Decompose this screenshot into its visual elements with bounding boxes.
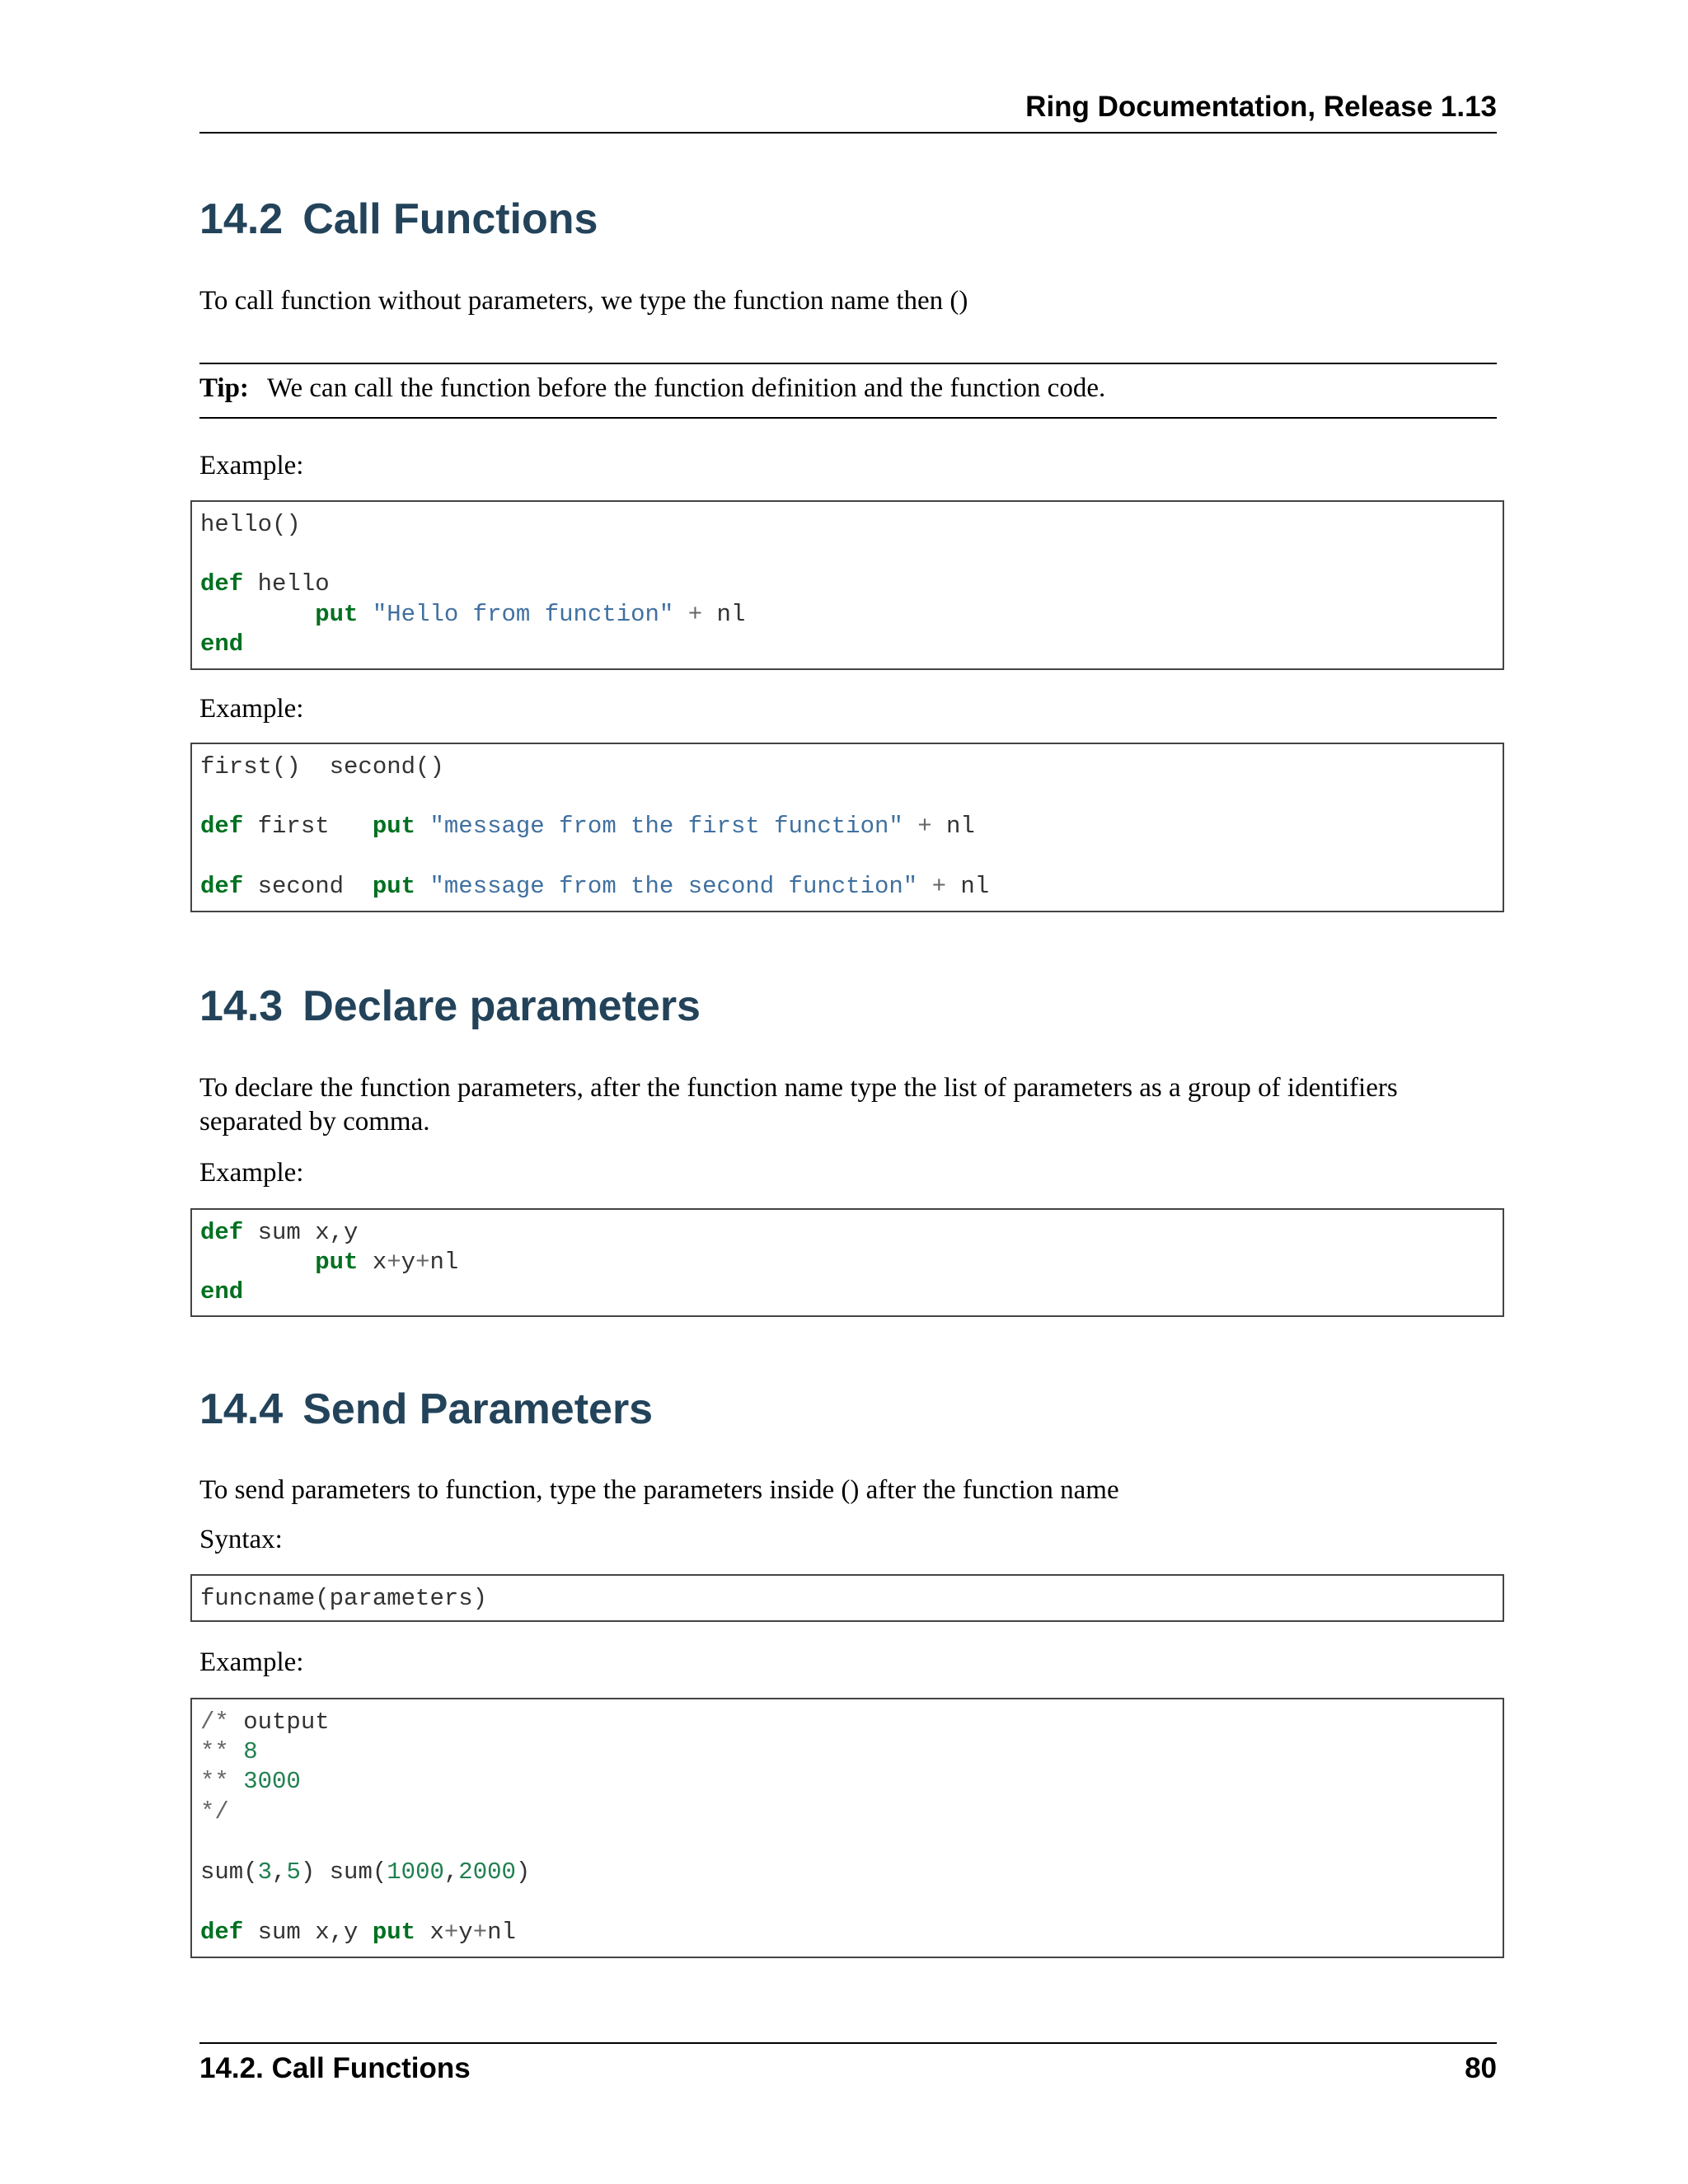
keyword: put <box>372 813 416 840</box>
number-literal: 2000 <box>458 1858 516 1886</box>
code-line: funcname(parameters) <box>200 1585 488 1612</box>
code-text: output <box>228 1708 330 1736</box>
code-text: nl <box>429 1249 459 1276</box>
keyword: put <box>315 1249 359 1276</box>
comment-marker: /* <box>200 1708 229 1736</box>
operator: + <box>931 873 946 900</box>
code-line <box>200 871 989 902</box>
example-label: Example: <box>199 1647 304 1677</box>
code-block-syntax <box>190 1574 1504 1622</box>
section-number: 14.4 <box>199 1385 284 1433</box>
tip-text: We can call the function before the function definition and the function code. <box>267 373 1106 403</box>
keyword: def <box>200 873 244 900</box>
code-line <box>200 811 975 841</box>
paragraph-send-intro: To send parameters to function, type the parameters inside () after the function name <box>199 1475 1119 1505</box>
code-line <box>200 629 243 659</box>
code-block-first-second <box>190 743 1504 912</box>
document-title: Ring Documentation, Release 1.13 <box>1025 91 1497 123</box>
keyword: put <box>372 873 416 900</box>
keyword: def <box>200 1219 244 1246</box>
operator: + <box>472 1919 488 1946</box>
number-literal: 1000 <box>387 1858 444 1886</box>
code-line <box>200 1797 229 1827</box>
code-text: second <box>243 873 373 900</box>
code-line <box>200 1277 243 1307</box>
code-text: , <box>443 1858 459 1886</box>
example-label: Example: <box>199 1158 304 1188</box>
section-heading-declare-parameters <box>199 982 701 1030</box>
number-literal: 3 <box>257 1858 273 1886</box>
keyword: def <box>200 570 244 598</box>
code-text: x <box>429 1919 444 1946</box>
code-text: y <box>401 1249 416 1276</box>
code-text: sum x,y <box>243 1919 373 1946</box>
code-block-sum-def <box>190 1208 1504 1317</box>
string-literal: "message from the second function" <box>429 873 918 900</box>
keyword: end <box>200 1278 244 1305</box>
section-title: Send Parameters <box>302 1385 654 1433</box>
section-title: Call Functions <box>302 195 598 243</box>
keyword: def <box>200 813 244 840</box>
keyword: put <box>372 1919 416 1946</box>
number-literal: 3000 <box>243 1768 301 1795</box>
operator: + <box>917 813 932 840</box>
operator: + <box>443 1919 459 1946</box>
code-line <box>200 569 330 599</box>
number-literal: 5 <box>286 1858 301 1886</box>
section-heading-send-parameters <box>199 1385 654 1433</box>
code-block-hello <box>190 500 1504 670</box>
code-text: ) sum( <box>300 1858 387 1886</box>
section-heading-call-functions <box>199 195 598 243</box>
code-text: sum( <box>200 1858 258 1886</box>
operator: ** <box>200 1738 229 1765</box>
string-literal: "Hello from function" <box>372 601 674 628</box>
code-indent <box>200 1249 315 1276</box>
code-text: ) <box>515 1858 531 1886</box>
comment-marker: */ <box>200 1798 229 1825</box>
code-line <box>200 1707 330 1737</box>
section-number: 14.2 <box>199 195 284 243</box>
code-text: first <box>243 813 373 840</box>
code-line <box>200 1247 458 1277</box>
code-text: nl <box>716 601 746 628</box>
string-literal: "message from the first function" <box>429 813 903 840</box>
code-text: sum x,y <box>243 1219 359 1246</box>
code-text: y <box>458 1919 473 1946</box>
operator: + <box>687 601 703 628</box>
example-label: Example: <box>199 451 304 480</box>
code-text: nl <box>946 813 975 840</box>
code-line: hello() <box>200 511 301 538</box>
syntax-label: Syntax: <box>199 1525 283 1554</box>
code-indent <box>200 601 315 628</box>
code-text: nl <box>960 873 990 900</box>
example-label: Example: <box>199 694 304 724</box>
running-header <box>199 91 1497 134</box>
code-line <box>200 599 745 630</box>
keyword: end <box>200 630 244 658</box>
page-number: 80 <box>1465 2052 1497 2084</box>
operator: + <box>387 1249 401 1276</box>
paragraph-call-intro: To call function without parameters, we type the function name then () <box>199 286 968 316</box>
code-text: nl <box>487 1919 516 1946</box>
section-title: Declare parameters <box>302 982 701 1030</box>
code-line <box>200 1766 301 1797</box>
code-line <box>200 1857 530 1887</box>
code-block-sum-call <box>190 1698 1504 1958</box>
keyword: def <box>200 1919 244 1946</box>
code-text: x <box>372 1249 387 1276</box>
code-line <box>200 1217 358 1248</box>
operator: + <box>415 1249 430 1276</box>
keyword: put <box>315 601 359 628</box>
operator: ** <box>200 1768 229 1795</box>
code-line <box>200 1917 516 1947</box>
tip-label: Tip: <box>199 373 249 403</box>
footer-section-title: 14.2. Call Functions <box>199 2052 471 2084</box>
code-line: first() second() <box>200 753 444 780</box>
code-line <box>200 1736 258 1767</box>
code-text: hello <box>243 570 330 598</box>
number-literal: 8 <box>243 1738 258 1765</box>
tip-admonition <box>199 363 1497 419</box>
paragraph-declare-intro: To declare the function parameters, after the function name type the list of parameters as a group of identifiers separated by comma. <box>199 1073 1398 1137</box>
running-footer <box>199 2042 1497 2093</box>
code-text: , <box>272 1858 287 1886</box>
section-number: 14.3 <box>199 982 284 1030</box>
